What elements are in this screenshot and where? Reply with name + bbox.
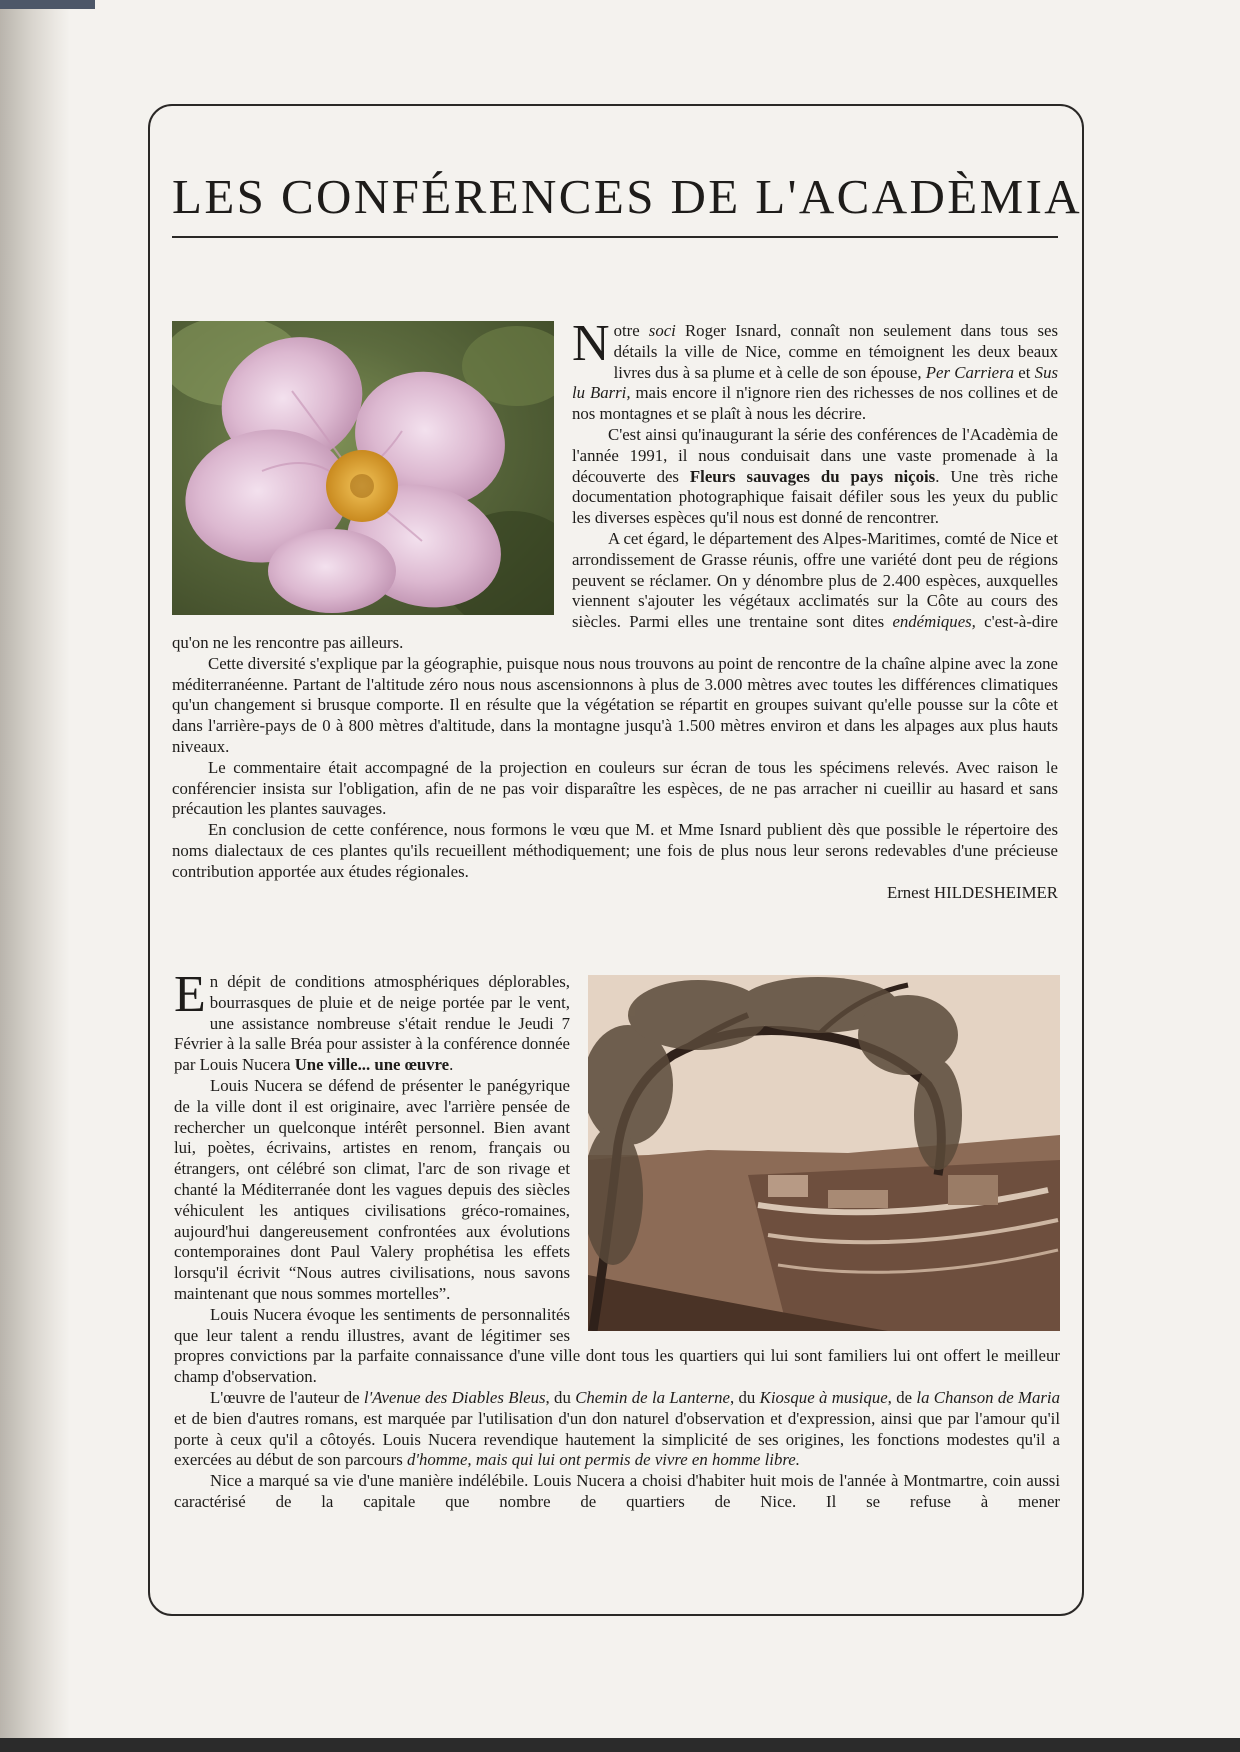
flower-illustration [172, 321, 554, 615]
title-rule [172, 236, 1058, 238]
paragraph: Cette diversité s'explique par la géographie, puisque nous nous trouvons au point de rencontre de la chaîne alpine avec la zone méditerranéenne. Partant de l'altitude zéro nous nous ascensionnons à plus de 3.000 mètres avec toutes les différences climatiques qu'un changement si brusque comporte. Il en résulte que la végétation se répartit en groupes suivant qu'elle pousse sur la côte et dans l'arrière-pays de 0 à 800 mètres d'altitude, dans la montagne jusqu'à 1.500 mètres environ et dans les alpages aux plus hauts niveaux. [172, 653, 1058, 756]
scan-bottom-edge [0, 1738, 1240, 1752]
city-photo [588, 975, 1060, 1331]
article-une-ville-une-oeuvre: En dépit de conditions atmosphériques déplorables, bourrasques de pluie et de neige portée par le vent, une assistance nombreuse s'était rendue le Jeudi 7 Février à la salle Bréa pour assister à la conférence donnée par Louis Nucera Une ville... une œuvre. Louis Nucera se défend de présenter le panégyrique de la ville dont il est originaire, avec l'arrière pensée de rechercher un quelconque intérêt personnel. Bien avant lui, poètes, écrivains, artistes en renom, français ou étrangers, ont célébré son climat, l'arc de son rivage et chanté la Méditerranée dont les vagues depuis des siècles véhiculent les antiques civilisations gréco-romaines, aujourd'hui dangereusement confrontées aux évolutions contemporaines dont Paul Valery prophétisa les effets lorsqu'il écrivit “Nous autres civilisations, nous savons maintenant que nous sommes mortelles”. Louis Nucera évoque les sentiments de personnalités que leur talent a rendu illustres, avant de légitimer ses propres convictions par la parfaite connaissance d'une ville dont tous les quartiers qui lui sont familiers lui ont offert le meilleur champ d'observation. L'œuvre de l'auteur de l'Avenue des Diables Bleus, du Chemin de la Lanterne, du Kiosque à musique, de la Chanson de Maria et de bien d'autres romans, est marquée par l'utilisation d'un don naturel d'observation et d'expression, ainsi que par l'amour qu'il porte à ceux qu'il a côtoyés. Louis Nucera revendique hautement la simplicité de ses origines, les fonctions modestes qu'il a exercées au début de son parcours d'homme, mais qui lui ont permis de vivre en homme libre. Nice a marqué sa vie d'une manière indélébile. Louis Nucera a choisi d'habiter huit mois de l'année à Montmartre, coin aussi caractérisé de la capitale que nombre de quartiers de Nice. Il se refuse à mener [174, 966, 1060, 1511]
article-signature: Ernest HILDESHEIMER [886, 882, 1058, 902]
scan-edge-mark [0, 0, 95, 9]
dropcap-n: N [572, 315, 610, 372]
page-binding-shadow [0, 0, 70, 1752]
flower-photo [172, 321, 554, 615]
paragraph: Louis Nucera se défend de présenter le panégyrique de la ville dont il est originaire, avec l'arrière pensée de rechercher un quelconque intérêt personnel. Bien avant lui, poètes, écrivains, artistes en renom, français ou étrangers, ont célébré son climat, l'arc de son rivage et chanté la Méditerranée dont les vagues depuis des siècles véhiculent les antiques civilisations gréco-romaines, aujourd'hui dangereusement confrontées aux évolutions contemporaines dont Paul Valery prophétisa les effets lorsqu'il écrivit “Nous autres civilisations, nous savons maintenant que nous sommes mortelles”. [174, 1075, 570, 1303]
paragraph: L'œuvre de l'auteur de l'Avenue des Diables Bleus, du Chemin de la Lanterne, du Kiosque à musique, de la Chanson de Maria et de bien d'autres romans, est marquée par l'utilisation d'un don naturel d'observation et d'expression, ainsi que par l'amour qu'il porte à ceux qu'il a côtoyés. Louis Nucera revendique hautement la simplicité de ses origines, les fonctions modestes qu'il a exercées au début de son parcours d'homme, mais qui lui ont permis de vivre en homme libre. [174, 1387, 1060, 1470]
paragraph: Louis Nucera évoque les sentiments de personnalités que leur talent a rendu illustres, avant de légitimer ses propres convictions par la parfaite connaissance d'une ville dont tous les quartiers qui lui sont familiers lui ont offert le meilleur champ d'observation. [174, 1304, 1060, 1387]
paragraph: Nice a marqué sa vie d'une manière indélébile. Louis Nucera a choisi d'habiter huit mois de l'année à Montmartre, coin aussi caractérisé de la capitale que nombre de quartiers de Nice. Il se refuse à mener [174, 1471, 1060, 1511]
city-illustration [588, 975, 1060, 1331]
paragraph: C'est ainsi qu'inaugurant la série des conférences de l'Acadèmia de l'année 1991, il nous conduisait dans une vaste promenade à la découverte des Fleurs sauvages du pays niçois. Une très riche documentation photographique faisait défiler sous les yeux du public les diverses espèces qu'il nous est donné de rencontrer. [572, 424, 1058, 528]
paragraph: Le commentaire était accompagné de la projection en couleurs sur écran de tous les spécimens relevés. Avec raison le conférencier insista sur l'obligation, afin de ne pas voir disparaître les espèces, de ne pas arracher ni cueillir au hasard et sans précaution les plantes sauvages. [172, 757, 1058, 819]
paragraph: A cet égard, le département des Alpes-Maritimes, comté de Nice et arrondissement de Grasse réunis, offre une variété dont peu de régions peuvent se réclamer. On y dénombre plus de 2.400 espèces, auxquelles viennent s'ajouter les végétaux acclimatés sur la Côte au cours des siècles. Parmi elles une trentaine sont dites endémiques, c'est-à-dire qu'on ne les rencontre pas ailleurs. [172, 528, 1058, 652]
dropcap-e: E [174, 966, 206, 1023]
page-title: LES CONFÉRENCES DE L'ACADÈMIA [172, 169, 1083, 224]
paragraph: En conclusion de cette conférence, nous formons le vœu que M. et Mme Isnard publient dès que possible le répertoire des noms dialectaux de ces plantes qu'ils recueillent méthodiquement; une fois de plus nous leur serons redevables d'une précieuse contribution apportée aux études régionales. [172, 820, 1058, 881]
article-fleurs-sauvages: Notre soci Roger Isnard, connaît non seulement dans tous ses détails la ville de Nice, comme en témoignent les deux beaux livres dus à sa plume et à celle de son épouse, Per Carriera et Sus lu Barri, mais encore il n'ignore rien des richesses de nos collines et de nos montagnes et se plaît à nous les décrire. C'est ainsi qu'inaugurant la série des conférences de l'Acadèmia de l'année 1991, il nous conduisait dans une vaste promenade à la découverte des Fleurs sauvages du pays niçois. Une très riche documentation photographique faisait défiler sous les yeux du public les diverses espèces qu'il nous est donné de rencontrer. A cet égard, le département des Alpes-Maritimes, comté de Nice et arrondissement de Grasse réunis, offre une variété dont peu de régions peuvent se réclamer. On y dénombre plus de 2.400 espèces, auxquelles viennent s'ajouter les végétaux acclimatés sur la Côte au cours des siècles. Parmi elles une trentaine sont dites endémiques, c'est-à-dire qu'on ne les rencontre pas ailleurs. Cette diversité s'explique par la géographie, puisque nous nous trouvons au point de rencontre de la chaîne alpine avec la zone méditerranéenne. Partant de l'altitude zéro nous nous ascensionnons à plus de 3.000 mètres avec toutes les différences climatiques qu'un changement si brusque comporte. Il en résulte que la végétation se répartit en groupes suivant qu'elle pousse sur la côte et dans l'arrière-pays de 0 à 800 mètres d'altitude, dans la montagne jusqu'à 1.500 mètres environ et dans les alpages aux plus hauts niveaux. Le commentaire était accompagné de la projection en couleurs sur écran de tous les spécimens relevés. Avec raison le conférencier insista sur l'obligation, afin de ne pas voir disparaître les espèces, de ne pas arracher ni cueillir au hasard et sans précaution les plantes sauvages. En conclusion de cette conférence, nous formons le vœu que M. et Mme Isnard publient dès que possible le répertoire des noms dialectaux de ces plantes qu'ils recueillent méthodiquement; une fois de plus nous leur serons redevables d'une précieuse contribution apportée aux études régionales. Ernest HILDESHEIMER [172, 321, 1058, 903]
